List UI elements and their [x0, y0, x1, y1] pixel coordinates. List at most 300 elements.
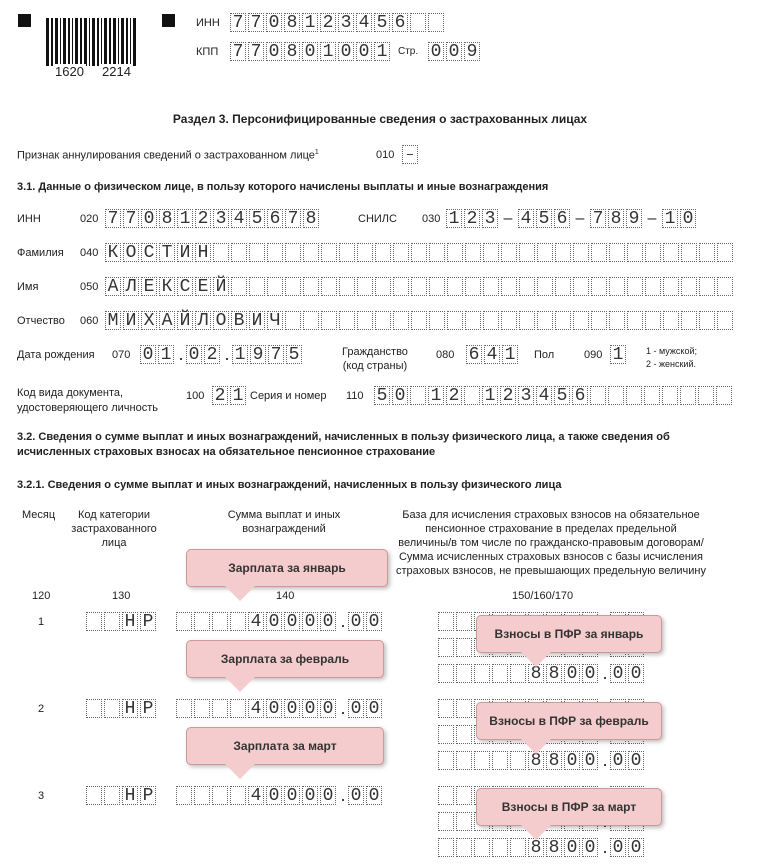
name-cell	[393, 277, 409, 296]
doc-type-cell: 2	[212, 386, 228, 405]
citizenship-label-line2: (код страны)	[342, 360, 408, 372]
inn-cells	[105, 209, 321, 228]
surname-cells	[105, 243, 735, 262]
row-sum-cells	[176, 786, 384, 805]
series-cell: 3	[518, 386, 534, 405]
row-sum-int-cell: 0	[266, 786, 282, 805]
name-cell	[501, 277, 517, 296]
header-inn-cell: 2	[320, 13, 336, 32]
patronymic-cell: В	[231, 311, 247, 330]
header-kpp-cell: 7	[248, 42, 264, 61]
dob-year-cell: 7	[268, 345, 284, 364]
series-cell	[644, 386, 660, 405]
row-sum-int-cell	[212, 612, 228, 631]
dob-day-cell: 0	[140, 345, 156, 364]
citizenship-cell: 6	[466, 345, 482, 364]
barcode-number-left: 1620	[55, 64, 84, 79]
row-sum-separator: .	[340, 785, 346, 805]
row-contribution-int-cell: 0	[582, 751, 598, 770]
row-contribution-int-cell	[492, 664, 508, 683]
patronymic-cell: Й	[177, 311, 193, 330]
callout-pfr-february-text: Взносы в ПФР за февраль	[489, 714, 649, 728]
series-cell	[626, 386, 642, 405]
patronymic-cell	[645, 311, 661, 330]
series-cell: 2	[446, 386, 462, 405]
row-sum-separator: .	[340, 611, 346, 631]
snils-cell: 8	[608, 209, 624, 228]
snils-separator: –	[647, 210, 657, 227]
barcode	[46, 18, 138, 66]
surname-cell: О	[123, 243, 139, 262]
dob-day-cell: 1	[158, 345, 174, 364]
col-sum-line1: Сумма выплат и иных	[227, 509, 341, 521]
code-sum: 140	[276, 590, 295, 602]
row-sum-int-cell	[176, 699, 192, 718]
snils-cell: 0	[680, 209, 696, 228]
patronymic-cells	[105, 311, 735, 330]
row-sum-dec-cell: 0	[348, 612, 364, 631]
surname-cell	[717, 243, 733, 262]
patronymic-label: Отчество	[17, 315, 65, 327]
row-base-int-cell	[456, 699, 472, 718]
patronymic-cell	[699, 311, 715, 330]
row-contribution-int-cell	[474, 664, 490, 683]
section-title: Раздел 3. Персонифицированные сведения о застрахованных лицах	[172, 112, 588, 126]
header-inn-cell: 5	[374, 13, 390, 32]
surname-cell	[285, 243, 301, 262]
series-cell	[698, 386, 714, 405]
surname-cell	[573, 243, 589, 262]
series-cell: 2	[500, 386, 516, 405]
row-contribution-dec-cell: 0	[628, 664, 644, 683]
patronymic-cell	[537, 311, 553, 330]
citizenship-cell: 1	[502, 345, 518, 364]
surname-cell	[321, 243, 337, 262]
snils-code: 030	[422, 213, 441, 225]
name-cell	[429, 277, 445, 296]
dob-year-cell: 9	[250, 345, 266, 364]
row-sum-int-cell: 0	[284, 786, 300, 805]
header-inn-cell: 6	[392, 13, 408, 32]
header-kpp-cell: 0	[356, 42, 372, 61]
col-category-line3: лица	[101, 537, 127, 549]
patronymic-cell: И	[249, 311, 265, 330]
surname-cell	[447, 243, 463, 262]
row-month: 3	[38, 790, 45, 802]
doc-type-label-line1: Код вида документа,	[17, 387, 124, 399]
citizenship-label	[342, 345, 408, 373]
header-kpp-cell: 0	[338, 42, 354, 61]
doc-type-label-line2: удостоверяющего личность	[17, 402, 158, 414]
dob-separator: .	[178, 344, 184, 364]
surname-cell	[213, 243, 229, 262]
row-contribution-dec-cell: 0	[628, 751, 644, 770]
barcode-number-right: 2214	[102, 64, 131, 79]
row-sum-int-cell: 0	[320, 612, 336, 631]
callout-pfr-february	[476, 702, 662, 740]
row-base-separator: .	[602, 663, 608, 683]
row-sum-int-cell	[194, 699, 210, 718]
row-contribution-int-cell	[474, 838, 490, 857]
patronymic-cell	[519, 311, 535, 330]
dob-separator: .	[224, 344, 230, 364]
surname-cell: С	[141, 243, 157, 262]
header-kpp-cells	[230, 42, 392, 61]
row-sum-cells	[176, 612, 384, 631]
header-inn-cell	[428, 13, 444, 32]
row-category-cell	[104, 612, 120, 631]
series-cell	[608, 386, 624, 405]
name-cell	[447, 277, 463, 296]
snils-cell: 1	[662, 209, 678, 228]
row-base-int-cell	[456, 786, 472, 805]
surname-cell	[645, 243, 661, 262]
series-cell	[464, 386, 480, 405]
patronymic-cell	[573, 311, 589, 330]
section-3-2-1-heading: 3.2.1. Сведения о сумме выплат и иных вознаграждений, начисленных в пользу физического лица	[17, 479, 562, 491]
cancel-flag-value: –	[402, 145, 418, 164]
sex-note-female: 2 - женский.	[646, 359, 696, 369]
surname-cell	[393, 243, 409, 262]
row-category-cell	[86, 612, 102, 631]
snils-cell: 4	[518, 209, 534, 228]
citizenship-code: 080	[436, 349, 455, 361]
header-inn-cell	[410, 13, 426, 32]
row-contribution-int-cell	[438, 838, 454, 857]
header-kpp-cell: 8	[284, 42, 300, 61]
section-3-2-heading	[17, 430, 670, 460]
surname-cell	[249, 243, 265, 262]
row-sum-int-cell: 0	[266, 612, 282, 631]
surname-cell	[681, 243, 697, 262]
surname-cell	[699, 243, 715, 262]
patronymic-cell	[321, 311, 337, 330]
name-cell	[573, 277, 589, 296]
row-sum-int-cell	[212, 786, 228, 805]
row-contribution-int-cell: 8	[528, 664, 544, 683]
patronymic-cell	[609, 311, 625, 330]
dob-year-cell: 1	[232, 345, 248, 364]
col-base-line1: База для исчисления страховых взносов на обязательное	[402, 509, 700, 521]
doc-type-cells	[212, 386, 248, 405]
name-cell	[249, 277, 265, 296]
section-3-1-heading: 3.1. Данные о физическом лице, в пользу которого начислены выплаты и иные вознаграждения	[17, 181, 549, 193]
code-category: 130	[112, 590, 131, 602]
patronymic-cell: О	[213, 311, 229, 330]
row-contribution-int-cell	[438, 664, 454, 683]
patronymic-cell	[393, 311, 409, 330]
patronymic-cell	[303, 311, 319, 330]
col-base-line3: величины/в том числе по гражданско-правовым договорам/	[398, 537, 704, 549]
row-base-int-cell	[438, 699, 454, 718]
name-cell	[231, 277, 247, 296]
row-base-int-cell	[456, 725, 472, 744]
callout-salary-february	[186, 640, 384, 678]
name-cells	[105, 277, 735, 296]
row-sum-int-cell	[176, 786, 192, 805]
patronymic-cell	[483, 311, 499, 330]
header-kpp-cell: 0	[266, 42, 282, 61]
name-cell	[375, 277, 391, 296]
name-cell: А	[105, 277, 121, 296]
row-category-cell: Р	[140, 612, 156, 631]
row-contribution-int-cell: 0	[564, 751, 580, 770]
row-contribution-dec-cell: 0	[628, 838, 644, 857]
snils-cells	[446, 209, 698, 228]
name-cell	[627, 277, 643, 296]
snils-cell: 9	[626, 209, 642, 228]
row-sum-int-cell: 4	[248, 699, 264, 718]
col-category-line1: Код категории	[77, 509, 150, 521]
patronymic-cell: М	[105, 311, 121, 330]
surname-cell	[555, 243, 571, 262]
patronymic-cell: И	[123, 311, 139, 330]
row-category-cells	[86, 786, 158, 805]
row-contribution-int-cell	[456, 838, 472, 857]
header-inn-cell: 4	[356, 13, 372, 32]
header-inn-cell: 0	[266, 13, 282, 32]
surname-cell	[339, 243, 355, 262]
inn-cell: 1	[177, 209, 193, 228]
patronymic-cell	[681, 311, 697, 330]
name-cell	[591, 277, 607, 296]
sex-note-male: 1 - мужской;	[646, 346, 697, 356]
surname-code: 040	[80, 247, 99, 259]
row-base-int-cell	[438, 786, 454, 805]
row-sum-dec-cell: 0	[366, 612, 382, 631]
name-label: Имя	[17, 281, 39, 293]
name-cell	[285, 277, 301, 296]
series-cell	[716, 386, 732, 405]
name-cell: С	[177, 277, 193, 296]
row-sum-int-cell: 0	[284, 612, 300, 631]
row-contribution-dec-cell: 0	[610, 664, 626, 683]
inn-cell: 2	[195, 209, 211, 228]
header-kpp-cell: 1	[374, 42, 390, 61]
row-sum-int-cell	[194, 612, 210, 631]
row-sum-int-cell	[230, 699, 246, 718]
citizenship-cells	[466, 345, 520, 364]
page-number-cell: 0	[446, 42, 462, 61]
patronymic-cell	[591, 311, 607, 330]
surname-cell	[465, 243, 481, 262]
row-category-cell: Н	[122, 699, 138, 718]
inn-code: 020	[80, 213, 99, 225]
row-category-cell: Р	[140, 699, 156, 718]
name-cell	[411, 277, 427, 296]
patronymic-cell	[375, 311, 391, 330]
patronymic-cell	[465, 311, 481, 330]
inn-cell: 0	[141, 209, 157, 228]
row-sum-int-cell	[194, 786, 210, 805]
row-contribution-int-cell: 8	[546, 751, 562, 770]
series-cell: 4	[536, 386, 552, 405]
row-sum-dec-cell: 0	[366, 699, 382, 718]
surname-cell: Н	[195, 243, 211, 262]
row-contribution-int-cell: 8	[546, 838, 562, 857]
row-contribution-int-cell: 8	[528, 838, 544, 857]
row-contribution-dec-cell: 0	[610, 838, 626, 857]
header-kpp-cell: 1	[320, 42, 336, 61]
row-contribution-int-cell	[474, 751, 490, 770]
snils-cell: 7	[590, 209, 606, 228]
doc-type-label	[17, 386, 158, 416]
row-category-cell	[86, 786, 102, 805]
patronymic-cell	[663, 311, 679, 330]
callout-salary-march-text: Зарплата за март	[233, 739, 337, 753]
surname-cell	[501, 243, 517, 262]
row-category-cell: Р	[140, 786, 156, 805]
inn-cell: 7	[285, 209, 301, 228]
series-cell: 6	[572, 386, 588, 405]
row-base-int-cell	[456, 812, 472, 831]
surname-cell	[357, 243, 373, 262]
row-category-cell	[104, 699, 120, 718]
sex-label: Пол	[534, 349, 555, 361]
row-category-cell: Н	[122, 612, 138, 631]
name-cell	[555, 277, 571, 296]
surname-cell: И	[177, 243, 193, 262]
name-cell	[339, 277, 355, 296]
row-contribution-int-cell: 8	[528, 751, 544, 770]
patronymic-cell: Х	[141, 311, 157, 330]
row-base-int-cell	[438, 612, 454, 631]
surname-label: Фамилия	[17, 247, 64, 259]
name-cell: Л	[123, 277, 139, 296]
callout-salary-january	[186, 549, 388, 587]
inn-cell: 3	[213, 209, 229, 228]
row-sum-int-cell	[176, 612, 192, 631]
inn-cell: 6	[267, 209, 283, 228]
snils-label: СНИЛС	[358, 213, 397, 225]
callout-pfr-march-text: Взносы в ПФР за март	[501, 800, 637, 814]
sex-code: 090	[584, 349, 603, 361]
patronymic-cell	[357, 311, 373, 330]
row-category-cell	[86, 699, 102, 718]
patronymic-cell	[627, 311, 643, 330]
row-sum-int-cell	[230, 612, 246, 631]
snils-separator: –	[575, 210, 585, 227]
patronymic-cell: Ч	[267, 311, 283, 330]
page-number-cells	[428, 42, 482, 61]
snils-separator: –	[503, 210, 513, 227]
citizenship-cell: 4	[484, 345, 500, 364]
surname-cell: Т	[159, 243, 175, 262]
col-base-line4: Сумма исчисленных страховых взносов с базы исчисления	[398, 551, 704, 563]
name-code: 050	[80, 281, 99, 293]
name-cell: Е	[141, 277, 157, 296]
row-base-int-cell	[456, 612, 472, 631]
col-base-line2: пенсионное страхование в пределах предельной	[425, 523, 677, 535]
name-cell	[303, 277, 319, 296]
row-base-separator: .	[602, 750, 608, 770]
page-number-cell: 0	[428, 42, 444, 61]
callout-salary-january-text: Зарплата за январь	[228, 561, 346, 575]
code-base: 150/160/170	[512, 590, 574, 602]
surname-cell	[483, 243, 499, 262]
series-cell	[680, 386, 696, 405]
surname-cell	[627, 243, 643, 262]
patronymic-code: 060	[80, 315, 99, 327]
name-cell	[357, 277, 373, 296]
name-cell: Й	[213, 277, 229, 296]
surname-cell	[231, 243, 247, 262]
row-contribution-int-cell	[438, 751, 454, 770]
patronymic-cell	[339, 311, 355, 330]
row-contribution-int-cell: 0	[582, 838, 598, 857]
sex-cell	[610, 345, 628, 364]
snils-cell: 2	[464, 209, 480, 228]
callout-salary-march	[186, 727, 384, 765]
name-cell	[645, 277, 661, 296]
doc-type-code: 100	[186, 390, 205, 402]
col-category-header	[66, 508, 162, 550]
section-3-2-heading-line2: исчисленных страховых взносах на обязательное пенсионное страхование	[17, 446, 436, 458]
name-cell	[519, 277, 535, 296]
row-sum-separator: .	[340, 698, 346, 718]
row-sum-int-cell: 0	[266, 699, 282, 718]
row-category-cells	[86, 612, 158, 631]
patronymic-cell	[447, 311, 463, 330]
row-contribution-int-cell: 0	[564, 838, 580, 857]
header-inn-cell: 7	[230, 13, 246, 32]
sex-value: 1	[610, 345, 626, 364]
row-contribution-cells	[438, 838, 646, 857]
cancel-flag-label	[17, 149, 319, 162]
row-base-separator: .	[602, 837, 608, 857]
row-category-cell	[104, 786, 120, 805]
row-sum-int-cell: 0	[320, 699, 336, 718]
row-sum-int-cell: 0	[302, 786, 318, 805]
callout-pfr-march	[476, 788, 662, 826]
row-sum-dec-cell: 0	[348, 786, 364, 805]
col-sum-line2: вознаграждений	[242, 523, 326, 535]
row-contribution-int-cell	[510, 838, 526, 857]
callout-salary-february-text: Зарплата за февраль	[220, 652, 350, 666]
header-inn-cell: 8	[284, 13, 300, 32]
series-cell	[410, 386, 426, 405]
name-cell	[681, 277, 697, 296]
name-cell	[717, 277, 733, 296]
header-inn-cell: 7	[248, 13, 264, 32]
page-label: Стр.	[398, 46, 419, 57]
row-contribution-int-cell	[456, 751, 472, 770]
name-cell: К	[159, 277, 175, 296]
dob-cells	[140, 345, 304, 364]
row-contribution-int-cell	[492, 751, 508, 770]
sex-notes	[646, 345, 697, 371]
inn-cell: 4	[231, 209, 247, 228]
col-base-header	[378, 508, 724, 578]
dob-month-cell: 2	[204, 345, 220, 364]
col-month-header: Месяц	[22, 509, 56, 521]
surname-cell	[375, 243, 391, 262]
surname-cell	[591, 243, 607, 262]
name-cell	[465, 277, 481, 296]
col-category-line2: застрахованного	[71, 523, 157, 535]
code-month: 120	[32, 590, 51, 602]
inn-cell: 5	[249, 209, 265, 228]
series-cells	[374, 386, 734, 405]
corner-marker-left	[18, 14, 31, 27]
callout-pfr-january	[476, 615, 662, 653]
surname-cell	[663, 243, 679, 262]
row-contribution-int-cell	[456, 664, 472, 683]
cancel-flag-code: 010	[376, 149, 395, 161]
row-sum-dec-cell: 0	[366, 786, 382, 805]
series-cell: 5	[374, 386, 390, 405]
dob-month-cell: 0	[186, 345, 202, 364]
